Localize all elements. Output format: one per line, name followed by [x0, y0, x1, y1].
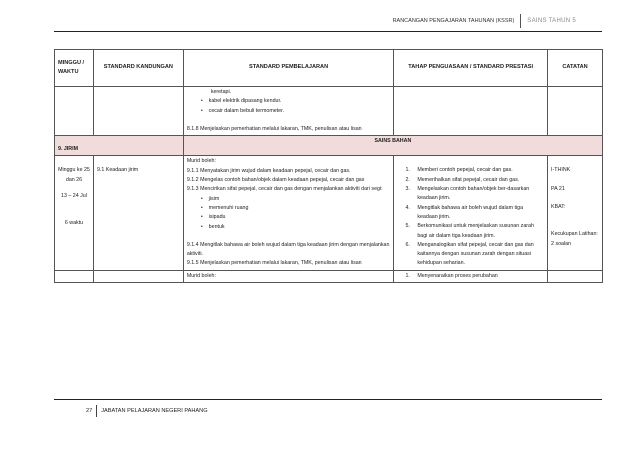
tahap-item: 3. Mengelaskan contoh bahan/objek ber-dasarkan keadaan jirim.: [411, 185, 544, 204]
catatan-cell: [548, 156, 603, 270]
sp-item: 9.1.3 Mencirikan sifat pepejal, cecair dan gas dengan menjalankan aktiviti dari segi:: [186, 186, 383, 193]
tahap-cell: [394, 156, 548, 270]
table-header-row: [55, 50, 603, 87]
col-catatan: CATATAN: [548, 50, 603, 87]
next-tahap-cell: [394, 270, 548, 282]
catatan-pa21: PA 21: [551, 185, 565, 192]
col-kandungan: STANDARD KANDUNGAN: [93, 50, 183, 87]
col-tahap: TAHAP PENGUASAAN / STANDARD PRESTASI: [394, 50, 548, 87]
rpt-table: [54, 49, 603, 283]
week-dates: 13 – 24 Jul: [61, 193, 87, 200]
catatan-latihan: Kecukupan Latihan: 2 soalan: [551, 231, 598, 247]
unit-title: 9. JIRIM: [55, 136, 184, 156]
list-item: • cecair dalam bebuli termometer.: [211, 107, 391, 116]
week-hours: 6 waktu: [64, 220, 84, 227]
footer-org: JABATAN PELAJARAN NEGERI PAHANG: [101, 408, 208, 414]
sp-item: 9.1.2 Mengelas contoh bahan/objek dalam keadaan pepejal, cecair dan gas: [186, 177, 365, 184]
document-title: RANCANGAN PENGAJARAN TAHUNAN (KSSR): [392, 18, 515, 24]
sp-item: 9.1.1 Menyatakan jirim wujud dalam keadaan pepejal, cecair dan gas.: [186, 167, 351, 174]
continuation-row: [55, 87, 603, 136]
sp-8-1-8: 8.1.8 Menjelaskan pemerhatian melalui lakaran, TMK, penulisan atau lisan: [186, 125, 362, 132]
pembelajaran-cell: [183, 156, 394, 270]
sp-intro: Murid boleh:: [186, 158, 216, 165]
list-item: • kabel elektrik dipasang kendur.: [211, 97, 391, 106]
week-range: Minggu ke 25 dan 26: [58, 167, 90, 183]
kandungan-cell: [93, 156, 183, 270]
col-pembelajaran: STANDARD PEMBELAJARAN: [183, 50, 394, 87]
subject-title: SAINS TAHUN 5: [527, 18, 576, 24]
footer-divider: [96, 405, 97, 417]
tahap-item: 4. Mengitlak bahawa air boleh wujud dalam tiga keadaan jirim.: [411, 204, 544, 223]
tahap-item: 6. Menganalogikan sifat pepejal, cecair dan gas dan kaitannya dengan susunan zarah dengan situasi kehidupan seharian.: [411, 241, 544, 269]
tahap-item: 2. Memerihalkan sifat pepejal, cecair dan gas.: [411, 176, 544, 185]
footer-rule: [54, 399, 602, 400]
tahap-item: 1. Menyenaraikan proses perubahan: [411, 272, 544, 281]
table-row: [55, 270, 603, 282]
cont-line: keretapi.: [210, 89, 232, 95]
table-row: [55, 156, 603, 270]
list-item: • isipadu: [211, 213, 391, 222]
list-item: • jisim: [211, 195, 391, 204]
catatan-kbat: KBAT:: [551, 204, 566, 211]
standard-kandungan: 9.1 Keadaan jirim: [96, 167, 139, 174]
list-item: • memenuhi ruang: [211, 204, 391, 213]
list-item: • bentuk: [211, 223, 391, 232]
page-number: 27: [86, 408, 93, 414]
catatan-ithink: I-THINK: [551, 167, 571, 174]
header-rule: [54, 31, 602, 32]
week-cell: [55, 156, 94, 270]
page-header: [393, 14, 576, 28]
theme-title: SAINS BAHAN: [183, 136, 602, 156]
continuation-cell: [183, 87, 394, 136]
page-footer: [86, 405, 208, 417]
sp-item: 9.1.5 Menjelaskan pemerhatian melalui lakaran, TMK, penulisan atau lisan: [186, 260, 362, 267]
theme-band-row: [55, 136, 603, 156]
sp-item: 9.1.4 Mengitlak bahawa air boleh wujud dalam tiga keadaan jirim dengan menjalankan aktiviti.: [186, 241, 390, 258]
next-intro: Murid boleh:: [183, 270, 394, 282]
header-divider: [520, 14, 521, 28]
col-week: MINGGU / WAKTU: [55, 50, 94, 87]
tahap-item: 5. Berkomunikasi untuk menjelaskan susunan zarah bagi air dalam tiga keadaan jirim.: [411, 222, 544, 241]
tahap-item: 1. Memberi contoh pepejal, cecair dan gas.: [411, 166, 544, 175]
